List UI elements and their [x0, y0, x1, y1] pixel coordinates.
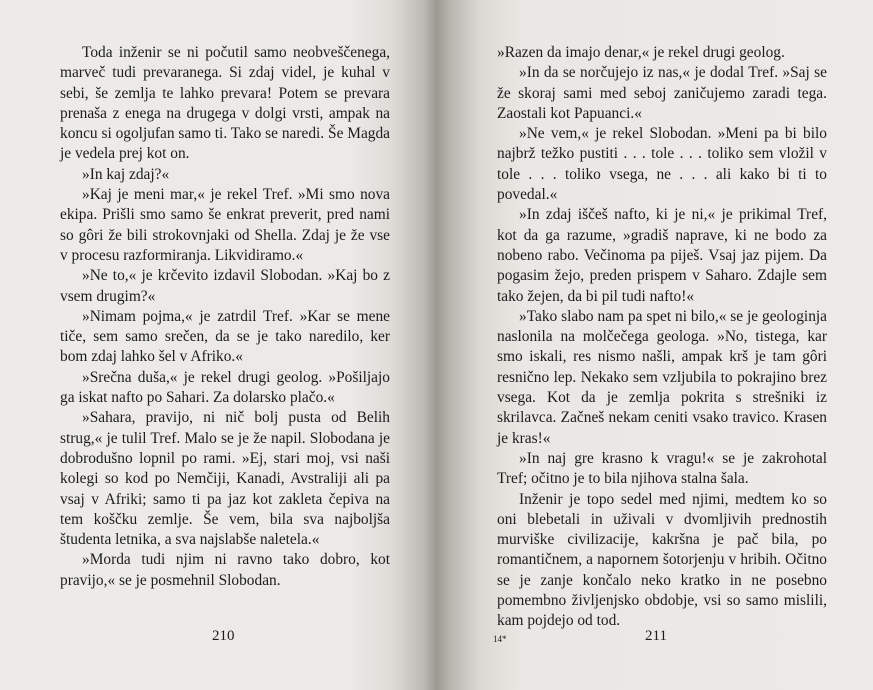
paragraph: Toda inženir se ni počutil samo neobveščenega, marveč tudi prevaranega. Si zdaj videl, je kuhal v sebi, še zemlja te lahko prevara! Potem se prevara prenaša z enega na drugega v dolgi vrsti, ampak na koncu si ogoljufan samo ti. Tako se naredi. Še Magda je vedela prej kot on. — [60, 44, 390, 163]
left-page — [0, 0, 436, 690]
paragraph: Inženir je topo sedel med njimi, medtem ko so oni blebetali in uživali v dvomljivih prednostih murviške civilizacije, kakršna je pač bila, po romantičnem, a napornem šotorjenju v hribih. Očitno se je zanje končalo neko kratko in ne posebno pomembno življenjsko obdobje, vsi so samo mislili, kam pojdejo od tod. — [497, 490, 827, 630]
paragraph: »In zdaj iščeš nafto, ki je ni,« je prikimal Tref, kot da ga razume, »gradiš naprave, ki ne bodo za nobeno rabo. Večinoma pa piješ. Vsaj jaz pijem. Da pogasim žejo, preden prispem v Saharo. Zdajle sem tako žejen, da bi pil tudi nafto!« — [497, 206, 827, 305]
paragraph: »Ne vem,« je rekel Slobodan. »Meni pa bi bilo najbrž težko pustiti . . . tole . . . toliko sem vložil v tole . . . toliko vsega, ne . . . ali kako bi ti to povedal.« — [497, 125, 827, 204]
signature-mark: 14* — [493, 634, 507, 644]
right-page-text — [497, 43, 827, 632]
paragraph: »In naj gre krasno k vragu!« se je zakrohotal Tref; očitno je to bila njihova stalna šala. — [497, 449, 827, 488]
paragraph: »Sahara, pravijo, ni nič bolj pusta od Belih strug,« je tulil Tref. Malo se je že napil. Slobodana je dobrodušno lopnil po rami. »Ej, stari moj, vsi naši kolegi so kod po Nemčiji, Kanadi, Avstraliji ali pa vsaj v Afriki; samo ti pa jaz kot zakleta čepiva na tem koščku zemlje. Še vem, bila sva najboljša študenta letnika, a sva najslabše naletela.« — [60, 409, 390, 549]
paragraph-continuation: »Razen da imajo denar,« je rekel drugi geolog. — [497, 44, 785, 61]
paragraph: »In da se norčujejo iz nas,« je dodal Tref. »Saj se že skoraj sami med seboj zaničujemo zaradi tega. Zaostali kot Papuanci.« — [497, 64, 827, 122]
paragraph: »Morda tudi njim ni ravno tako dobro, kot pravijo,« se je posmehnil Slobodan. — [60, 551, 390, 589]
page-number: 211 — [645, 628, 667, 644]
right-page — [437, 0, 873, 690]
left-page-text — [60, 43, 390, 591]
paragraph: »Nimam pojma,« je zatrdil Tref. »Kar se mene tiče, sem samo srečen, da se je tako naredilo, ker bom zdaj lahko šel v Afriko.« — [60, 307, 390, 366]
paragraph: »Kaj je meni mar,« je rekel Tref. »Mi smo nova ekipa. Prišli smo samo še enkrat preverit, pred nami so gôri že bili strokovnjaki od Shella. Zdaj je že vse v procesu razformiranja. Likvidiramo.« — [60, 186, 390, 264]
paragraph: »Tako slabo nam pa spet ni bilo,« se je geologinja naslonila na molčečega geologa. »No, tistega, kar smo iskali, res nismo našli, ampak krš je tam gôri resnično lep. Nekako sem vzljubila to pokrajino brez vsega. Kot da je zemlja pokrita s strešniki iz skrilavca. Začneš nekam ceniti vsako travico. Krasen je kras!« — [497, 307, 827, 447]
paragraph: »Ne to,« je krčevito izdavil Slobodan. »Kaj bo z vsem drugim?« — [60, 267, 390, 305]
paragraph: »In kaj zdaj?« — [82, 165, 170, 183]
paragraph: »Srečna duša,« je rekel drugi geolog. »Pošiljajo ga iskat nafto po Sahari. Za dolarsko plačo.« — [60, 368, 390, 407]
page-number: 210 — [212, 628, 235, 644]
